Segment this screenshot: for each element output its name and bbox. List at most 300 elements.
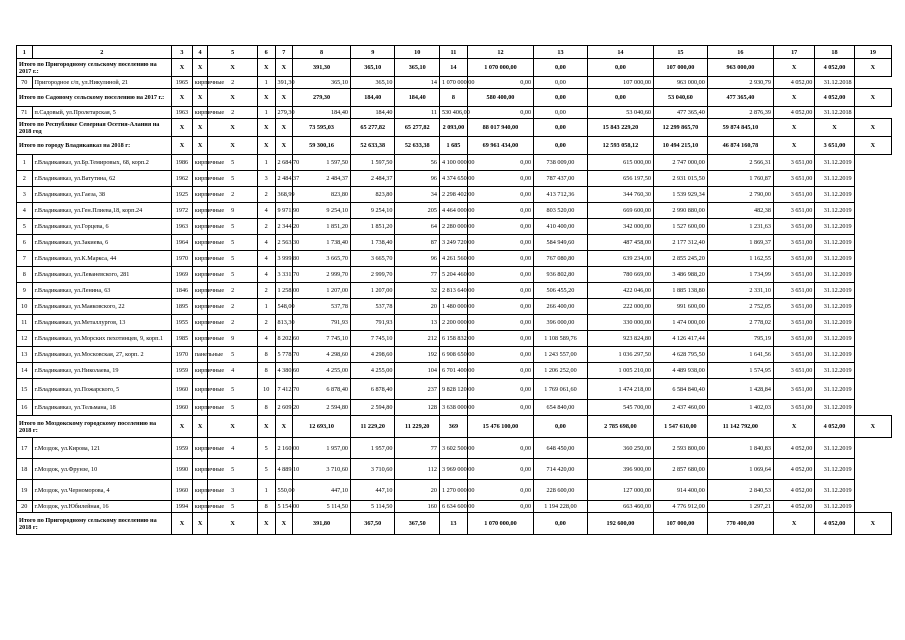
data-cell: 20 (395, 299, 439, 315)
summary-cell: 52 633,38 (395, 137, 439, 155)
data-cell: 410 400,00 (534, 219, 588, 235)
data-cell: 391,30 (275, 77, 293, 89)
data-cell: 15 (17, 379, 33, 400)
data-cell: 1 (257, 480, 275, 501)
data-cell: 2 930,79 (707, 77, 773, 89)
data-cell: 0,00 (467, 331, 533, 347)
data-cell: 1959 (172, 363, 193, 379)
address-cell: г.Владикавказ, ул.Ватутина, 62 (32, 171, 172, 187)
data-cell: 20 (395, 480, 439, 501)
data-cell: 714 420,00 (534, 459, 588, 480)
column-number-header (17, 46, 892, 59)
data-cell: 14 (17, 363, 33, 379)
summary-cell: X (275, 513, 293, 535)
data-cell: 6 (17, 235, 33, 251)
summary-cell: X (192, 89, 208, 107)
data-cell: 1 539 929,34 (654, 187, 708, 203)
summary-cell: X (257, 416, 275, 438)
data-cell: 1 474 000,00 (654, 315, 708, 331)
data-cell: 1 597,50 (351, 155, 395, 171)
summary-cell: X (275, 59, 293, 77)
address-cell: г.Моздок, ул.Юбилейная, 16 (32, 501, 172, 513)
summary-cell: X (192, 119, 208, 137)
data-cell: 31.12.2018 (815, 77, 854, 89)
data-cell: 2 (257, 283, 275, 299)
data-cell: 3 331,70 (275, 267, 293, 283)
data-cell: 64 (395, 219, 439, 235)
data-cell: 5 (208, 379, 258, 400)
data-cell: кирпичные (192, 501, 208, 513)
summary-cell: 3 651,00 (815, 137, 854, 155)
data-cell: 3 651,00 (773, 187, 814, 203)
summary-cell: X (773, 89, 814, 107)
data-cell: 3 710,60 (293, 459, 351, 480)
data-cell: 237 (395, 379, 439, 400)
data-cell: 787 437,00 (534, 171, 588, 187)
data-cell: 7 745,10 (351, 331, 395, 347)
data-cell: 2 (208, 283, 258, 299)
data-cell: 4 (257, 203, 275, 219)
data-cell: 0,00 (467, 219, 533, 235)
data-cell: 3 665,70 (351, 251, 395, 267)
address-cell: г.Владикавказ, ул.Металлургов, 13 (32, 315, 172, 331)
data-cell: 5 778,70 (275, 347, 293, 363)
data-cell: 3 602 500,00 (439, 438, 467, 459)
data-cell: 780 669,00 (587, 267, 653, 283)
summary-row (17, 59, 892, 77)
summary-cell: 365,10 (351, 59, 395, 77)
summary-cell: X (257, 59, 275, 77)
data-cell: 1 207,00 (293, 283, 351, 299)
data-cell: 0,00 (467, 480, 533, 501)
summary-cell: 69 961 434,00 (467, 137, 533, 155)
data-cell: 923 824,80 (587, 331, 653, 347)
data-cell: 1972 (172, 203, 193, 219)
summary-cell: 8 (439, 89, 467, 107)
data-cell: 4 (257, 267, 275, 283)
summary-cell: 0,00 (534, 416, 588, 438)
summary-cell: 0,00 (587, 89, 653, 107)
summary-cell: 2 785 698,00 (587, 416, 653, 438)
summary-cell: 65 277,82 (395, 119, 439, 137)
data-cell: 0,00 (467, 501, 533, 513)
data-cell: 1 (17, 155, 33, 171)
data-cell: 31.12.2019 (815, 379, 854, 400)
data-cell: 545 700,00 (587, 400, 653, 416)
data-cell: 7 745,10 (293, 331, 351, 347)
table-row (17, 363, 892, 379)
summary-cell: 10 494 215,10 (654, 137, 708, 155)
data-cell: 2 484,37 (275, 171, 293, 187)
summary-cell: 13 (439, 513, 467, 535)
data-cell: 2 593 800,00 (654, 438, 708, 459)
summary-cell: 391,30 (293, 59, 351, 77)
data-cell: 3 (257, 171, 275, 187)
summary-label: Итого по Садовому сельскому поселению на 2017 г.: (17, 89, 172, 107)
table-row (17, 219, 892, 235)
data-cell: 1 738,40 (351, 235, 395, 251)
data-cell: 2 280 000,00 (439, 219, 467, 235)
data-cell: 160 (395, 501, 439, 513)
data-cell: 5 (208, 219, 258, 235)
data-cell: 1960 (172, 480, 193, 501)
table-row (17, 251, 892, 267)
column-number-2: 2 (32, 46, 172, 59)
data-cell: 396 000,00 (534, 315, 588, 331)
data-cell: 537,78 (293, 299, 351, 315)
data-cell: 0,00 (467, 77, 533, 89)
summary-cell: 369 (439, 416, 467, 438)
data-cell: 1 574,95 (707, 363, 773, 379)
address-cell: г.Владикавказ, ул.Морских пехотинцев, 9, корп.1 (32, 331, 172, 347)
data-cell: 6 701 400,00 (439, 363, 467, 379)
data-cell: 31.12.2019 (815, 187, 854, 203)
data-cell: 4 126 417,44 (654, 331, 708, 347)
data-cell: 447,10 (351, 480, 395, 501)
data-cell: 70 (17, 77, 33, 89)
address-cell: г.Моздок, ул.Фрунзе, 10 (32, 459, 172, 480)
address-cell: Пригородное с/п, ул.Никулиной, 21 (32, 77, 172, 89)
summary-cell: X (172, 513, 193, 535)
data-cell: 31.12.2019 (815, 315, 854, 331)
data-cell: 1986 (172, 155, 193, 171)
summary-cell: X (275, 416, 293, 438)
data-cell: 2 (208, 315, 258, 331)
data-cell: 212 (395, 331, 439, 347)
data-cell: 1 641,56 (707, 347, 773, 363)
data-cell: 1969 (172, 267, 193, 283)
data-cell: 1 527 600,00 (654, 219, 708, 235)
data-cell: 7 412,70 (275, 379, 293, 400)
data-cell: 914 400,00 (654, 480, 708, 501)
data-cell: 1 (257, 155, 275, 171)
data-cell: 77 (395, 267, 439, 283)
summary-cell: 0,00 (534, 59, 588, 77)
data-cell: 5 114,50 (293, 501, 351, 513)
data-cell: 963 000,00 (654, 77, 708, 89)
data-cell: 13 (395, 315, 439, 331)
data-cell: 1 194 228,00 (534, 501, 588, 513)
data-cell: 5 (208, 235, 258, 251)
data-cell: кирпичные (192, 459, 208, 480)
data-cell: 8 (17, 267, 33, 283)
address-cell: г.Владикавказ, ул.Маяковского, 22 (32, 299, 172, 315)
data-cell: 1963 (172, 107, 193, 119)
data-cell: 9 (208, 331, 258, 347)
data-cell: 17 (17, 438, 33, 459)
data-cell: 2 566,31 (707, 155, 773, 171)
data-cell: 4 298,60 (293, 347, 351, 363)
data-cell: 2 (208, 107, 258, 119)
data-cell: 1990 (172, 459, 193, 480)
data-cell: 184,40 (293, 107, 351, 119)
column-number-15: 15 (654, 46, 708, 59)
summary-row (17, 513, 892, 535)
summary-cell: 1 547 610,00 (654, 416, 708, 438)
table-row (17, 480, 892, 501)
data-cell: 1 258,00 (275, 283, 293, 299)
summary-cell: X (208, 137, 258, 155)
summary-cell: 52 633,38 (351, 137, 395, 155)
data-cell: 31.12.2019 (815, 501, 854, 513)
summary-cell: 192 600,00 (587, 513, 653, 535)
data-cell: 31.12.2019 (815, 438, 854, 459)
data-cell: 5 (208, 155, 258, 171)
data-cell: 1 069,64 (707, 459, 773, 480)
data-cell: 31.12.2019 (815, 203, 854, 219)
data-cell: 791,93 (351, 315, 395, 331)
data-cell: 2 563,30 (275, 235, 293, 251)
data-cell: кирпичные (192, 480, 208, 501)
data-cell: 663 460,00 (587, 501, 653, 513)
data-cell: 4 889,10 (275, 459, 293, 480)
data-cell: 31.12.2019 (815, 459, 854, 480)
data-cell: 2 (208, 77, 258, 89)
data-cell: 4 (257, 251, 275, 267)
data-cell: 96 (395, 251, 439, 267)
data-cell: 2 (208, 299, 258, 315)
data-cell: 3 651,00 (773, 315, 814, 331)
data-cell: 2 177 312,40 (654, 235, 708, 251)
data-cell: 1963 (172, 219, 193, 235)
summary-label: Итого по Республике Северная Осетия-Алания на 2018 год (17, 119, 172, 137)
summary-cell: 0,00 (534, 119, 588, 137)
data-cell: 1 885 138,80 (654, 283, 708, 299)
data-cell: 3 999,80 (275, 251, 293, 267)
data-cell: 2 344,20 (275, 219, 293, 235)
summary-cell: 88 017 940,00 (467, 119, 533, 137)
data-cell: 3 (208, 480, 258, 501)
data-cell: 344 760,30 (587, 187, 653, 203)
data-cell: 5 (257, 459, 275, 480)
summary-cell: X (854, 137, 891, 155)
data-cell: 615 000,00 (587, 155, 653, 171)
data-cell: 6 878,40 (351, 379, 395, 400)
address-cell: г.Владикавказ, ул.Ген.Плиева,18, корп.24 (32, 203, 172, 219)
data-cell: 31.12.2018 (815, 107, 854, 119)
table-row (17, 299, 892, 315)
data-cell: 9 828 120,00 (439, 379, 467, 400)
summary-cell: 15 843 229,20 (587, 119, 653, 137)
summary-cell: 65 277,82 (351, 119, 395, 137)
summary-cell: 0,00 (534, 89, 588, 107)
data-cell: 0,00 (467, 400, 533, 416)
data-cell: 4 628 795,50 (654, 347, 708, 363)
data-cell: 1970 (172, 251, 193, 267)
data-cell: кирпичные (192, 107, 208, 119)
data-cell: 71 (17, 107, 33, 119)
data-cell: 669 600,00 (587, 203, 653, 219)
data-cell: 1 270 000,00 (439, 480, 467, 501)
data-cell: 14 (395, 77, 439, 89)
data-cell: 1962 (172, 171, 193, 187)
spreadsheet-page (16, 45, 892, 535)
data-cell: 537,78 (351, 299, 395, 315)
data-cell: 31.12.2019 (815, 219, 854, 235)
data-cell: 2 752,05 (707, 299, 773, 315)
summary-cell: 184,40 (395, 89, 439, 107)
data-cell: 5 114,50 (351, 501, 395, 513)
table-row (17, 107, 892, 119)
data-cell: 279,30 (275, 107, 293, 119)
summary-cell: X (773, 416, 814, 438)
data-cell: 3 651,00 (773, 400, 814, 416)
data-cell: 1 005 210,00 (587, 363, 653, 379)
data-cell: 9 254,10 (351, 203, 395, 219)
data-cell: 0,00 (467, 283, 533, 299)
data-cell: 2 747 000,00 (654, 155, 708, 171)
data-cell: 1 769 061,60 (534, 379, 588, 400)
data-cell: 128 (395, 400, 439, 416)
summary-cell: X (275, 119, 293, 137)
data-cell: 5 (257, 438, 275, 459)
data-cell: 3 651,00 (773, 251, 814, 267)
data-cell: 8 (257, 501, 275, 513)
address-cell: г.Владикавказ, ул.Тельмана, 18 (32, 400, 172, 416)
table-body (17, 46, 892, 535)
data-cell: 222 000,00 (587, 299, 653, 315)
data-cell: 6 908 650,00 (439, 347, 467, 363)
data-cell: 3 (17, 187, 33, 203)
data-cell: 6 878,40 (293, 379, 351, 400)
data-cell: 19 (17, 480, 33, 501)
column-number-8: 8 (293, 46, 351, 59)
data-cell: 31.12.2019 (815, 251, 854, 267)
data-cell: 3 651,00 (773, 203, 814, 219)
data-cell: 31.12.2019 (815, 331, 854, 347)
data-cell: 8 (257, 347, 275, 363)
summary-cell: 365,10 (395, 59, 439, 77)
data-cell: 1 (257, 77, 275, 89)
data-cell: 205 (395, 203, 439, 219)
column-number-19: 19 (854, 46, 891, 59)
data-cell: 656 197,50 (587, 171, 653, 187)
data-cell: 1985 (172, 331, 193, 347)
data-cell: 1 108 589,76 (534, 331, 588, 347)
data-cell: 1 480 000,00 (439, 299, 467, 315)
data-cell: 9 (208, 203, 258, 219)
summary-label: Итого по Пригородному сельскому поселению на 2017 г.: (17, 59, 172, 77)
data-cell: 477 365,40 (654, 107, 708, 119)
data-cell: 3 651,00 (773, 331, 814, 347)
data-cell: 0,00 (467, 379, 533, 400)
data-cell: 4 776 912,00 (654, 501, 708, 513)
data-cell: 0,00 (467, 315, 533, 331)
column-number-13: 13 (534, 46, 588, 59)
data-cell: 413 712,36 (534, 187, 588, 203)
data-cell: 2 594,80 (293, 400, 351, 416)
data-cell: кирпичные (192, 299, 208, 315)
summary-cell: X (208, 119, 258, 137)
data-cell: 2 (257, 315, 275, 331)
column-number-4: 4 (192, 46, 208, 59)
summary-cell: X (815, 119, 854, 137)
data-cell: 96 (395, 171, 439, 187)
column-number-11: 11 (439, 46, 467, 59)
data-cell: 368,99 (275, 187, 293, 203)
summary-row (17, 137, 892, 155)
summary-cell: 107 000,00 (654, 59, 708, 77)
data-cell: 3 651,00 (773, 235, 814, 251)
summary-cell: 1 070 000,00 (467, 59, 533, 77)
data-cell: 0,00 (467, 187, 533, 203)
data-cell: 0,00 (467, 363, 533, 379)
address-cell: г.Владикавказ, ул.Бр.Темировых, 68, корп.2 (32, 155, 172, 171)
data-cell: 5 (17, 219, 33, 235)
column-number-17: 17 (773, 46, 814, 59)
table-row (17, 347, 892, 363)
summary-cell: X (773, 59, 814, 77)
data-cell: 2 298 402,00 (439, 187, 467, 203)
data-cell: 2 790,00 (707, 187, 773, 203)
summary-cell: X (192, 416, 208, 438)
data-cell: 1895 (172, 299, 193, 315)
table-row (17, 77, 892, 89)
data-cell: 1960 (172, 379, 193, 400)
data-cell: 1 957,00 (351, 438, 395, 459)
data-cell: 184,40 (351, 107, 395, 119)
data-cell: 550,00 (275, 480, 293, 501)
data-cell: 0,00 (467, 155, 533, 171)
data-cell: 31.12.2019 (815, 171, 854, 187)
summary-cell: 279,30 (293, 89, 351, 107)
data-cell: 365,10 (293, 77, 351, 89)
summary-cell: 14 (439, 59, 467, 77)
table-row (17, 267, 892, 283)
data-cell: 4 (257, 235, 275, 251)
summary-cell: X (257, 119, 275, 137)
table-row (17, 235, 892, 251)
data-cell: 53 040,60 (587, 107, 653, 119)
summary-cell: 367,50 (351, 513, 395, 535)
summary-cell: X (208, 513, 258, 535)
summary-cell: 59 874 845,10 (707, 119, 773, 137)
data-cell: 31.12.2019 (815, 400, 854, 416)
data-cell: 991 600,00 (654, 299, 708, 315)
address-cell: г.Владикавказ, ул.Николаева, 19 (32, 363, 172, 379)
data-cell: 1925 (172, 187, 193, 203)
data-cell: 2 684,70 (275, 155, 293, 171)
table-row (17, 501, 892, 513)
data-cell: 5 (208, 267, 258, 283)
summary-cell: 2 093,00 (439, 119, 467, 137)
column-number-16: 16 (707, 46, 773, 59)
summary-cell: 0,00 (534, 137, 588, 155)
summary-cell: 11 229,20 (395, 416, 439, 438)
summary-cell: X (257, 137, 275, 155)
data-cell: 1 070 000,00 (439, 77, 467, 89)
data-cell: 4 298,60 (351, 347, 395, 363)
data-cell: 365,10 (351, 77, 395, 89)
repair-program-table (16, 45, 892, 535)
data-cell: 1955 (172, 315, 193, 331)
data-cell: 3 665,70 (293, 251, 351, 267)
data-cell: 422 046,00 (587, 283, 653, 299)
column-number-5: 5 (208, 46, 258, 59)
column-number-10: 10 (395, 46, 439, 59)
data-cell: 1 206 252,00 (534, 363, 588, 379)
data-cell: 1 851,20 (293, 219, 351, 235)
address-cell: г.Моздок, ул.Черноморова, 4 (32, 480, 172, 501)
data-cell: 3 651,00 (773, 363, 814, 379)
data-cell: 3 651,00 (773, 347, 814, 363)
table-row (17, 379, 892, 400)
summary-cell: 770 400,00 (707, 513, 773, 535)
table-row (17, 459, 892, 480)
data-cell: 10 (257, 379, 275, 400)
summary-row (17, 416, 892, 438)
summary-cell: 367,50 (395, 513, 439, 535)
